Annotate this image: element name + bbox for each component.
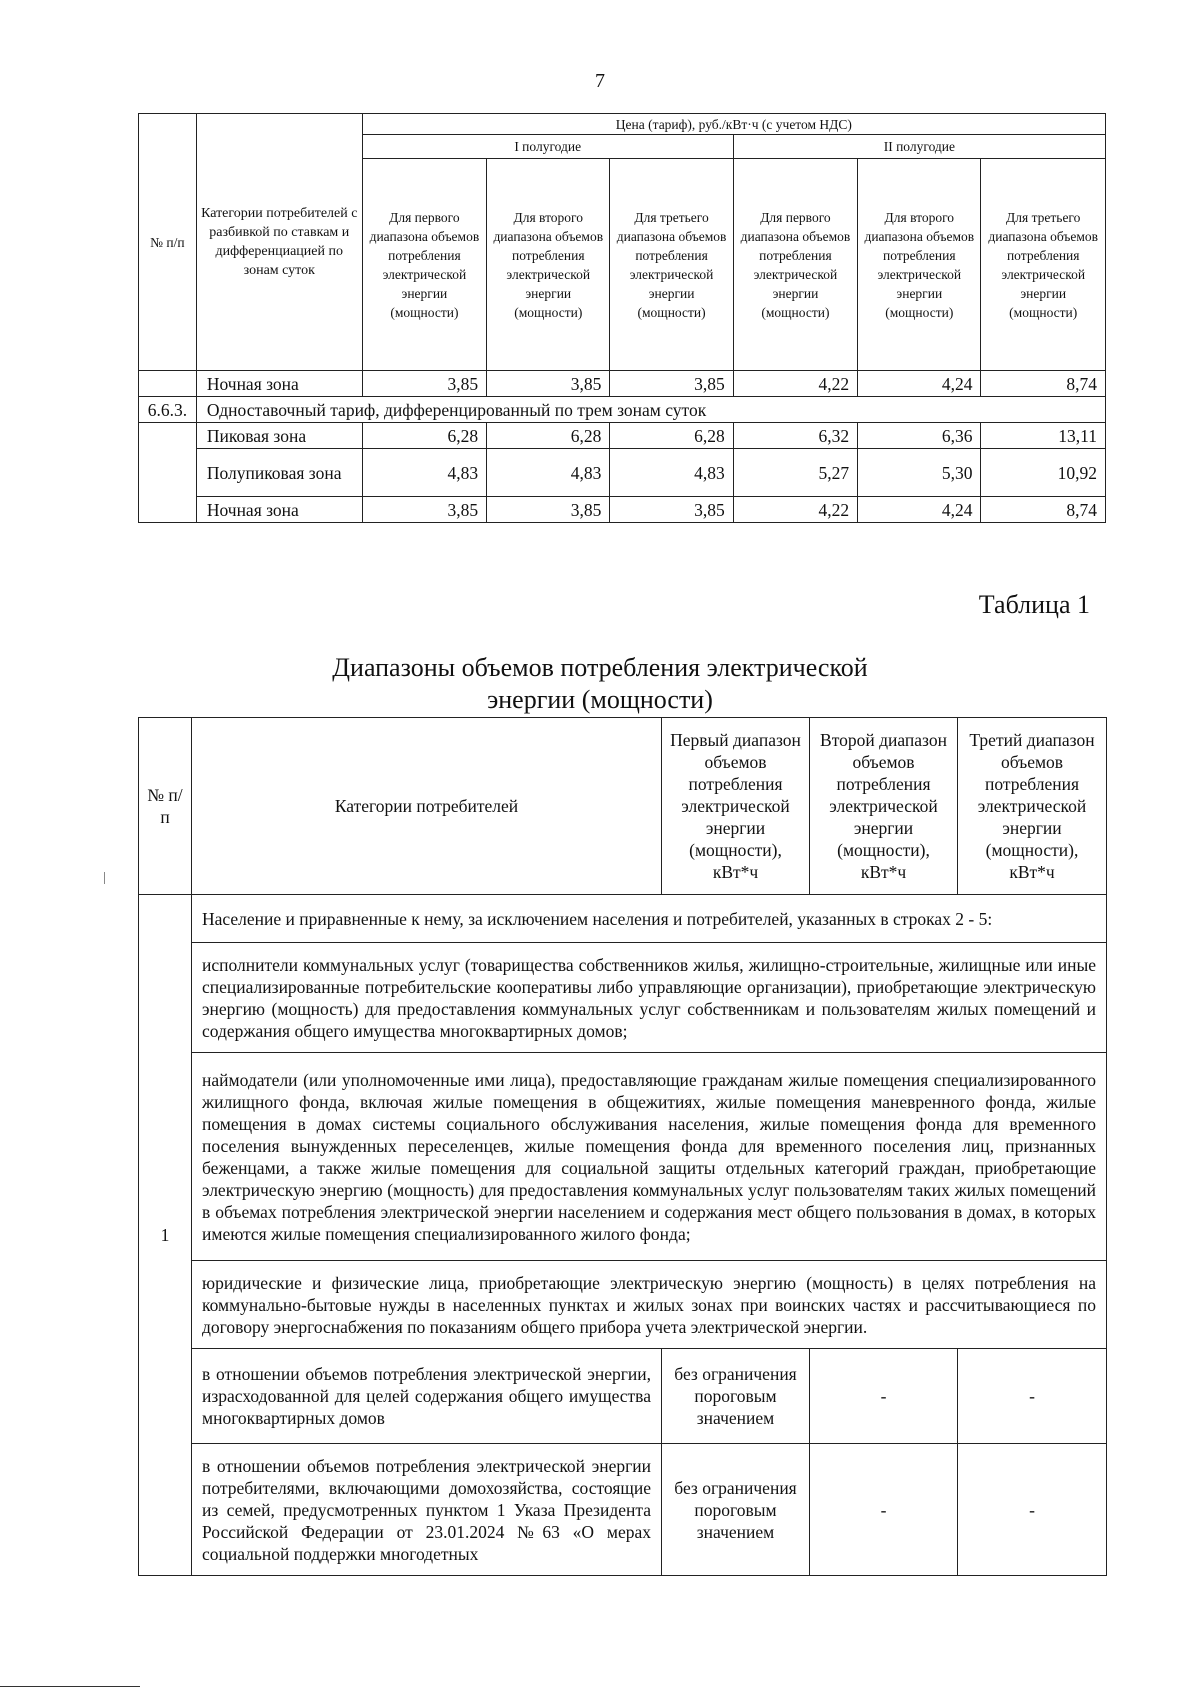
table-row [139,449,1106,497]
table-title [0,652,1200,716]
header-first-range: Первый диапазон объемов потребления электрической энергии (мощности), кВт*ч [662,718,810,895]
row-label: Полупиковая зона [196,449,362,497]
value-cell: 4,22 [733,497,857,523]
footnote-divider [0,1686,140,1687]
ranges-table [138,717,1107,1576]
title-line-2: энергии (мощности) [487,685,713,714]
section-label: Одноставочный тариф, дифференцированный по трем зонам суток [196,397,1105,423]
section-code: 6.6.3. [139,397,197,423]
row-label: Ночная зона [196,371,362,397]
row-label: Ночная зона [196,497,362,523]
section-row [139,397,1106,423]
table-row [139,497,1106,523]
page-number: 7 [595,70,605,92]
sub-category: в отношении объемов потребления электрической энергии потребителями, включающими домохозяйства, состоящие из семей, предусмотренных пунктом 1 Указа Президента Российской Федерации от 23.01.2024 №63 «О мерах социальной поддержки многодетных [192,1444,662,1576]
value-cell: 3,85 [362,497,486,523]
value-cell: 4,83 [362,449,486,497]
value-cell: 5,30 [858,449,981,497]
header-range2-h2: Для второго диапазона объемов потребления электрической энергии (мощности) [858,159,981,371]
title-line-1: Диапазоны объемов потребления электрической [332,653,868,682]
header-range3-h1: Для третьего диапазона объемов потребления электрической энергии (мощности) [610,159,733,371]
paragraph: юридические и физические лица, приобретающие электрическую энергию (мощность) в целях потребления на коммунально-бытовые нужды в населенных пунктах и жилых зонах при воинских частях и рассчитывающиеся по договору энергоснабжения по показаниям общего прибора учета электрической энергии. [192,1261,1107,1349]
header-second-range: Второй диапазон объемов потребления электрической энергии (мощности), кВт*ч [810,718,958,895]
header-range1-h2: Для первого диапазона объемов потребления электрической энергии (мощности) [733,159,857,371]
header-no: № п/п [139,718,192,895]
sub-category: в отношении объемов потребления электрической энергии, израсходованной для целей содержания общего имущества многоквартирных домов [192,1349,662,1444]
header-range3-h2: Для третьего диапазона объемов потребления электрической энергии (мощности) [981,159,1106,371]
value-cell: 4,24 [858,371,981,397]
table-row [139,423,1106,449]
table-row [139,371,1106,397]
paragraph: наймодатели (или уполномоченные ими лица), предоставляющие гражданам жилые помещения специализированного жилищного фонда, включая жилые помещения в общежитиях, жилые помещения маневренного фонда, жилые помещения в домах системы социального обслуживания населения, жилые помещения фонда для временного поселения вынужденных переселенцев, жилые помещения фонда для временного поселения лиц, признанных беженцами, а также жилые помещения для социальной защиты отдельных категорий граждан, приобретающие электрическую энергию (мощность) для предоставления коммунальных услуг пользователям таких жилых помещений в объемах потребления электрической энергии населением и содержания мест общего пользования в домах, в которых имеются жилые помещения специализированного жилого фонда; [192,1053,1107,1261]
first-range-value: без ограничения пороговым значением [662,1349,810,1444]
value-cell: 6,28 [610,423,733,449]
value-cell: 4,83 [487,449,610,497]
value-cell: 3,85 [362,371,486,397]
row-label: Пиковая зона [196,423,362,449]
value-cell: 3,85 [610,497,733,523]
value-cell: 3,85 [487,371,610,397]
value-cell: 4,24 [858,497,981,523]
first-range-value: без ограничения пороговым значением [662,1444,810,1576]
header-category: Категории потребителей [192,718,662,895]
value-cell: 6,28 [362,423,486,449]
value-cell: 6,32 [733,423,857,449]
margin-mark [104,872,105,884]
value-cell: 6,28 [487,423,610,449]
header-range2-h1: Для второго диапазона объемов потребления электрической энергии (мощности) [487,159,610,371]
value-cell: 3,85 [487,497,610,523]
header-half1: I полугодие [362,135,733,159]
value-cell: 8,74 [981,497,1106,523]
value-cell: 13,11 [981,423,1106,449]
value-cell: 10,92 [981,449,1106,497]
table-caption: Таблица 1 [978,590,1090,619]
value-cell: 3,85 [610,371,733,397]
paragraph: исполнители коммунальных услуг (товарищества собственников жилья, жилищно-строительные, жилищные или иные специализированные потребительские кооперативы либо управляющие организации), приобретающие электрическую энергию (мощность) для предоставления коммунальных услуг собственникам и пользователям жилых помещений и содержания общего имущества многоквартирных домов; [192,943,1107,1053]
value-cell: 6,36 [858,423,981,449]
value-cell: 4,22 [733,371,857,397]
third-range-value: - [958,1444,1107,1576]
header-half2: II полугодие [733,135,1105,159]
value-cell: 5,27 [733,449,857,497]
value-cell: 4,83 [610,449,733,497]
header-no: № п/п [139,114,197,371]
header-range1-h1: Для первого диапазона объемов потребления электрической энергии (мощности) [362,159,486,371]
second-range-value: - [810,1349,958,1444]
second-range-value: - [810,1444,958,1576]
population-intro: Население и приравненные к нему, за исключением населения и потребителей, указанных в строках 2 - 5: [192,895,1107,943]
third-range-value: - [958,1349,1107,1444]
header-category: Категории потребителей с разбивкой по ставкам и дифференциацией по зонам суток [196,114,362,371]
header-third-range: Третий диапазон объемов потребления электрической энергии (мощности), кВт*ч [958,718,1107,895]
row-number: 1 [139,895,192,1576]
value-cell: 8,74 [981,371,1106,397]
header-price: Цена (тариф), руб./кВт·ч (с учетом НДС) [362,114,1105,135]
tariff-table [138,113,1106,523]
